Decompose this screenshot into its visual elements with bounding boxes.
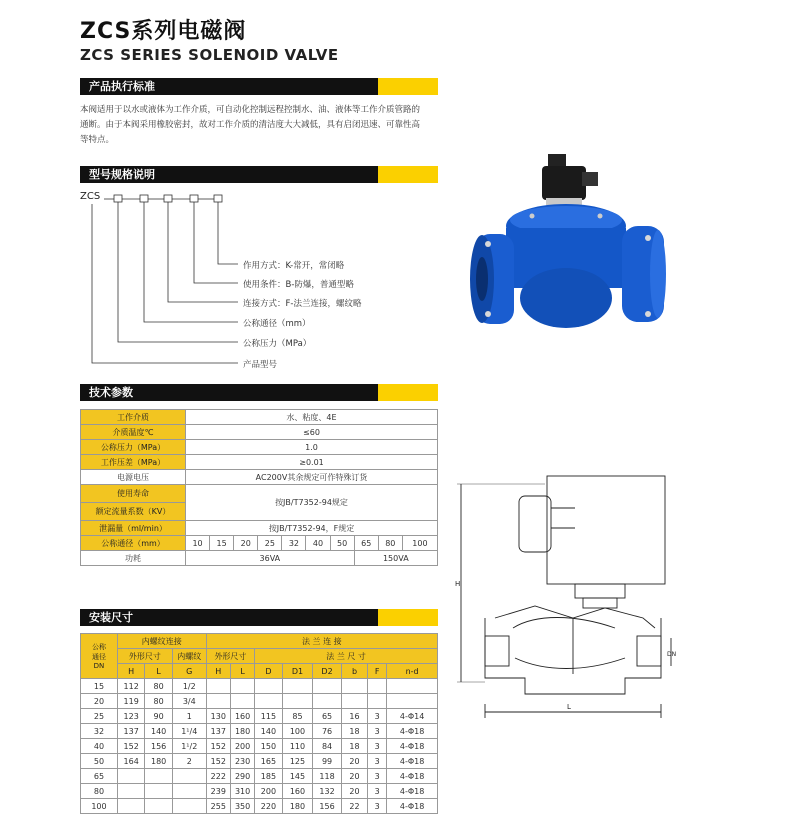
install-cell: 80 (81, 784, 118, 799)
install-cell (313, 679, 342, 694)
page-subtitle: ZCS SERIES SOLENOID VALVE (80, 46, 339, 64)
install-cell: 310 (230, 784, 254, 799)
install-cell: 2 (172, 754, 206, 769)
install-cell: 350 (230, 799, 254, 814)
install-cell: 3 (368, 739, 387, 754)
outer-dim-header: 外形尺寸 (117, 649, 172, 664)
install-cell: 4-Φ18 (387, 724, 438, 739)
param-label: 公称通径（mm） (81, 536, 186, 551)
install-cell: 152 (117, 739, 144, 754)
flange-header: 法 兰 连 接 (206, 634, 437, 649)
install-cell: 18 (341, 739, 367, 754)
install-cell (206, 694, 230, 709)
install-cell: 200 (230, 739, 254, 754)
install-cell (145, 799, 172, 814)
install-cell: 20 (81, 694, 118, 709)
install-cell: 15 (81, 679, 118, 694)
install-cell: 180 (230, 724, 254, 739)
col-header: H (117, 664, 144, 679)
install-cell: 1¹/2 (172, 739, 206, 754)
drawing-label-h: H (455, 580, 461, 588)
param-value: 按JB/T7352-94规定 (186, 485, 438, 521)
install-cell: 160 (230, 709, 254, 724)
install-row (81, 694, 438, 709)
install-cell: 4-Φ18 (387, 784, 438, 799)
install-cell: 110 (282, 739, 313, 754)
dn-value: 65 (354, 536, 378, 551)
param-label: 公称压力（MPa） (81, 440, 186, 455)
install-rows (81, 679, 438, 814)
section-install: 安装尺寸 (80, 609, 438, 626)
dn-value: 100 (402, 536, 437, 551)
col-header: F (368, 664, 387, 679)
dn-header-line: 公称 (91, 643, 106, 651)
col-header: b (341, 664, 367, 679)
dn-value: 80 (378, 536, 402, 551)
install-cell: 145 (282, 769, 313, 784)
col-header: H (206, 664, 230, 679)
install-cell: 50 (81, 754, 118, 769)
valve-photo (462, 148, 682, 348)
install-cell: 3 (368, 769, 387, 784)
install-cell (255, 694, 282, 709)
install-cell: 65 (81, 769, 118, 784)
install-cell (172, 784, 206, 799)
install-dn-header (81, 634, 118, 679)
model-item-diameter: 公称通径（mm） (243, 319, 311, 329)
install-cell (368, 679, 387, 694)
install-cell: 4-Φ18 (387, 754, 438, 769)
param-label: 泄漏量（ml/min） (81, 521, 186, 536)
param-label: 电源电压 (81, 470, 186, 485)
install-cell: 180 (282, 799, 313, 814)
model-item-action: 作用方式：K-常开，常闭略 (243, 261, 345, 271)
model-item-condition: 使用条件：B-防爆，普通型略 (243, 280, 354, 290)
install-cell: 18 (341, 724, 367, 739)
page-title: ZCS系列电磁阀 (80, 19, 247, 44)
flange-dim-header: 法 兰 尺 寸 (255, 649, 438, 664)
dn-value: 15 (210, 536, 234, 551)
param-value: 1.0 (186, 440, 438, 455)
drawing-label-l: L (567, 703, 571, 711)
install-cell: 100 (282, 724, 313, 739)
install-cell (341, 679, 367, 694)
param-label: 额定流量系数（KV） (81, 503, 186, 521)
install-cell: 20 (341, 784, 367, 799)
section-standard: 产品执行标准 (80, 78, 438, 95)
model-item-connection: 连接方式：F-法兰连接，螺纹略 (243, 299, 362, 309)
install-cell: 1 (172, 709, 206, 724)
install-cell (387, 694, 438, 709)
install-cell: 3 (368, 709, 387, 724)
install-cell: 1¹/4 (172, 724, 206, 739)
install-row (81, 754, 438, 769)
install-cell: 180 (145, 754, 172, 769)
install-cell: 4-Φ14 (387, 709, 438, 724)
col-header: L (230, 664, 254, 679)
install-cell: 4-Φ18 (387, 739, 438, 754)
install-cell: 290 (230, 769, 254, 784)
param-label: 介质温度℃ (81, 425, 186, 440)
inner-thread-header: 内螺纹 (172, 649, 206, 664)
col-header: G (172, 664, 206, 679)
install-cell (282, 694, 313, 709)
param-label: 工作压差（MPa） (81, 455, 186, 470)
install-cell: 3 (368, 724, 387, 739)
install-cell: 20 (341, 754, 367, 769)
install-cell: 140 (145, 724, 172, 739)
install-cell (117, 799, 144, 814)
install-cell: 32 (81, 724, 118, 739)
install-cell: 118 (313, 769, 342, 784)
install-cell: 16 (341, 709, 367, 724)
install-cell: 90 (145, 709, 172, 724)
install-row (81, 679, 438, 694)
install-cell: 150 (255, 739, 282, 754)
install-cell: 76 (313, 724, 342, 739)
install-cell: 100 (81, 799, 118, 814)
param-label: 工作介质 (81, 410, 186, 425)
param-value: AC200V其余规定可作特殊订货 (186, 470, 438, 485)
intro-line: 本阀适用于以水或液体为工作介质，可自动化控制远程控制水、油、液体等工作介质管路的 (80, 105, 421, 115)
model-item-type: 产品型号 (243, 360, 278, 370)
model-code: ZCS (80, 191, 101, 202)
dn-value: 10 (186, 536, 210, 551)
col-header: D (255, 664, 282, 679)
install-cell (387, 679, 438, 694)
install-row (81, 709, 438, 724)
install-cell (206, 679, 230, 694)
col-header: D2 (313, 664, 342, 679)
install-cell (117, 784, 144, 799)
install-cell (255, 679, 282, 694)
install-cell: 156 (145, 739, 172, 754)
install-cell: 84 (313, 739, 342, 754)
install-cell: 220 (255, 799, 282, 814)
install-cell (368, 694, 387, 709)
install-cell: 140 (255, 724, 282, 739)
install-cell: 20 (341, 769, 367, 784)
install-cell: 3/4 (172, 694, 206, 709)
dn-header-line: DN (93, 662, 105, 670)
dn-header-line: 通径 (91, 653, 106, 661)
param-value: ≤60 (186, 425, 438, 440)
param-value: 按JB/T7352-94，F规定 (186, 521, 438, 536)
install-cell: 185 (255, 769, 282, 784)
install-cell (145, 784, 172, 799)
model-item-pressure: 公称压力（MPa） (243, 339, 312, 349)
install-cell: 40 (81, 739, 118, 754)
install-cell: 200 (255, 784, 282, 799)
col-header: D1 (282, 664, 313, 679)
install-cell: 137 (117, 724, 144, 739)
install-cell (172, 799, 206, 814)
install-cell (230, 679, 254, 694)
model-tree-lines (0, 0, 450, 380)
install-row (81, 769, 438, 784)
install-cell: 4-Φ18 (387, 769, 438, 784)
install-cell (172, 769, 206, 784)
install-cell: 132 (313, 784, 342, 799)
dn-value: 32 (282, 536, 306, 551)
section-drawing (455, 468, 685, 728)
install-cell: 112 (117, 679, 144, 694)
install-cell: 125 (282, 754, 313, 769)
install-cell: 164 (117, 754, 144, 769)
install-cell (117, 769, 144, 784)
install-cell: 156 (313, 799, 342, 814)
outer-dim-header-2: 外形尺寸 (206, 649, 255, 664)
params-table (80, 409, 438, 566)
install-cell: 230 (230, 754, 254, 769)
install-cell: 4-Φ18 (387, 799, 438, 814)
install-cell: 22 (341, 799, 367, 814)
install-cell: 160 (282, 784, 313, 799)
install-cell: 3 (368, 799, 387, 814)
install-cell: 3 (368, 754, 387, 769)
install-row (81, 739, 438, 754)
install-cell: 3 (368, 784, 387, 799)
power-value: 36VA (186, 551, 355, 566)
section-params: 技术参数 (80, 384, 438, 401)
install-table (80, 633, 438, 814)
install-cell: 99 (313, 754, 342, 769)
dn-value: 40 (306, 536, 330, 551)
intro-line: 等特点。 (80, 135, 115, 145)
col-header: n-d (387, 664, 438, 679)
intro-line: 通断。由于本阀采用橡胶密封，故对工作介质的清洁度大大减低，具有启闭迅速、可靠性高 (80, 120, 421, 130)
section-model: 型号规格说明 (80, 166, 438, 183)
install-row (81, 784, 438, 799)
param-value: ≥0.01 (186, 455, 438, 470)
param-label: 功耗 (81, 551, 186, 566)
install-cell: 65 (313, 709, 342, 724)
install-cell: 152 (206, 754, 230, 769)
install-cell: 115 (255, 709, 282, 724)
drawing-label-dn: DN (667, 651, 677, 658)
install-cell: 85 (282, 709, 313, 724)
install-cell (313, 694, 342, 709)
dn-value: 20 (234, 536, 258, 551)
install-cell: 130 (206, 709, 230, 724)
install-cell: 137 (206, 724, 230, 739)
install-cell: 239 (206, 784, 230, 799)
install-row (81, 799, 438, 814)
dn-value: 25 (258, 536, 282, 551)
col-header: L (145, 664, 172, 679)
install-cell: 80 (145, 694, 172, 709)
install-cell: 165 (255, 754, 282, 769)
install-cell: 123 (117, 709, 144, 724)
install-cell: 152 (206, 739, 230, 754)
install-row (81, 724, 438, 739)
install-cell: 222 (206, 769, 230, 784)
thread-header: 内螺纹连接 (117, 634, 206, 649)
install-cell (341, 694, 367, 709)
install-cell (282, 679, 313, 694)
param-label: 使用寿命 (81, 485, 186, 503)
install-cell: 1/2 (172, 679, 206, 694)
install-cell: 80 (145, 679, 172, 694)
param-value: 水、粘度、4E (186, 410, 438, 425)
install-cell (230, 694, 254, 709)
install-cell: 119 (117, 694, 144, 709)
install-cell (145, 769, 172, 784)
install-cell: 25 (81, 709, 118, 724)
install-cell: 255 (206, 799, 230, 814)
power-value: 150VA (354, 551, 437, 566)
dn-value: 50 (330, 536, 354, 551)
